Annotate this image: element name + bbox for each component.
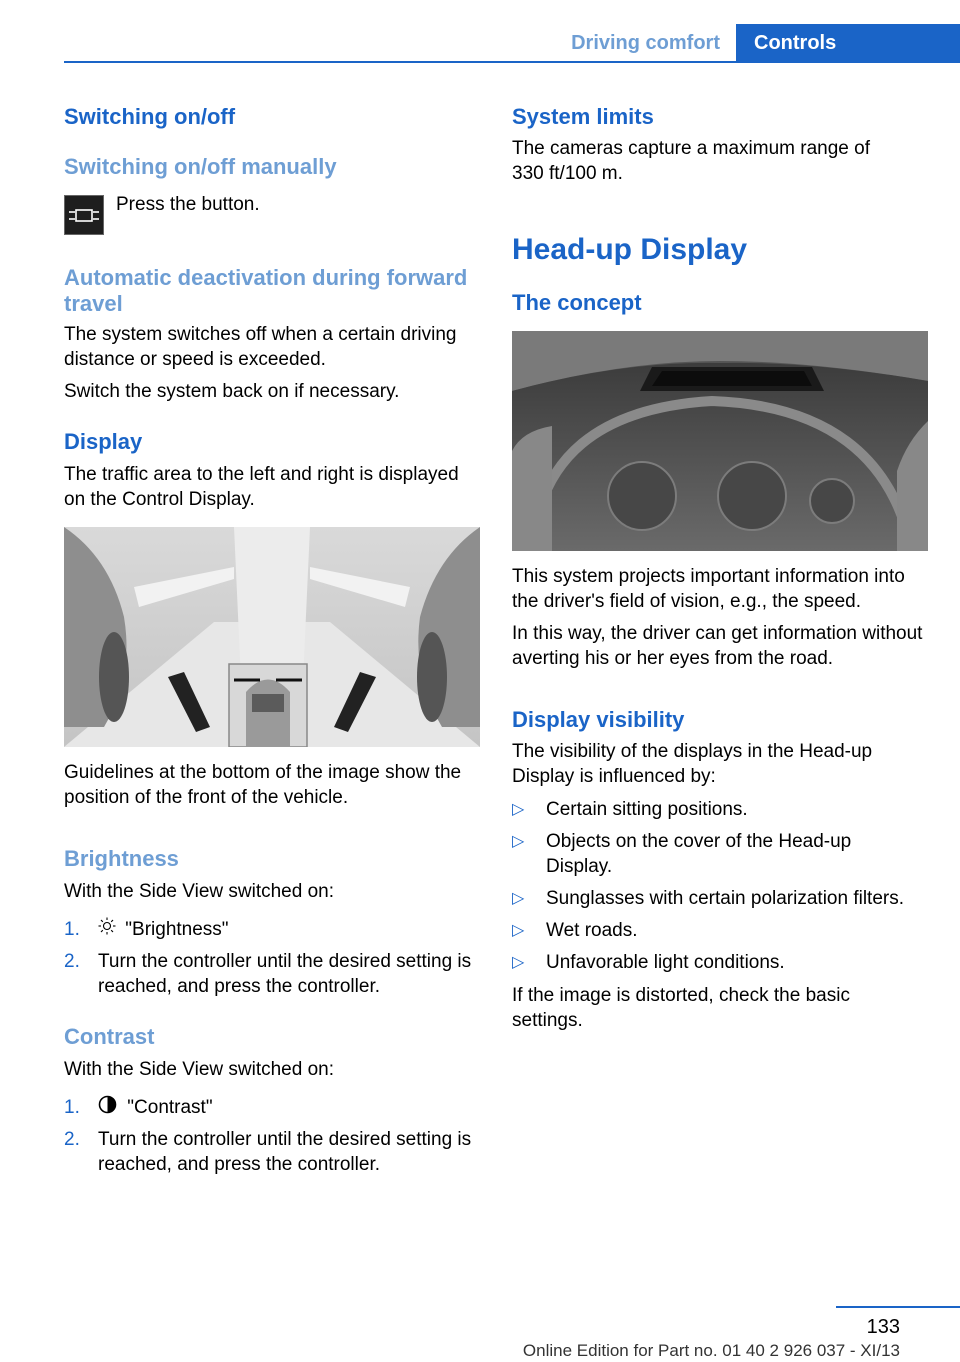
heading-system-limits: System limits: [512, 104, 654, 129]
bullet-item-2: Objects on the cover of the Head-up Display.: [546, 831, 852, 877]
contrast-icon: [98, 1095, 122, 1121]
side-view-illustration: [64, 527, 480, 747]
brightness-step-1: [98, 917, 484, 942]
contrast-step-2-text: Turn the controller until the desired setting is reached, and press the controller.: [98, 1129, 472, 1175]
heading-contrast: Contrast: [64, 1024, 155, 1049]
brightness-step-2-text: Turn the controller until the desired setting is reached, and press the controller.: [98, 951, 472, 997]
bullet-triangle-icon: ▷: [512, 801, 525, 818]
brightness-step-2-number: 2.: [64, 951, 80, 972]
header-chapter-tab: Controls: [736, 24, 960, 62]
heading-head-up-display: Head-up Display: [512, 233, 748, 266]
contrast-step-1: [98, 1095, 484, 1121]
edition-note: Online Edition for Part no. 01 40 2 926 037 - XI/13: [522, 1341, 900, 1360]
heading-display: Display: [64, 429, 143, 454]
side-view-button-icon: [64, 195, 104, 235]
brightness-step-1-text: "Brightness": [125, 919, 229, 940]
bullet-triangle-icon: ▷: [512, 922, 525, 939]
bullet-triangle-icon: ▷: [512, 833, 525, 850]
contrast-intro: With the Side View switched on:: [64, 1059, 335, 1080]
heading-auto-deactivation: Automatic deactivation during forward travel: [64, 265, 468, 316]
closing-text: If the image is distorted, check the basic settings.: [512, 985, 850, 1031]
visibility-intro: The visibility of the displays in the Head-up Display is influenced by:: [512, 741, 873, 787]
bullet-item-3: Sunglasses with certain polarization filters.: [546, 888, 905, 909]
switch-back-text: Switch the system back on if necessary.: [64, 381, 400, 402]
bullet-triangle-icon: ▷: [512, 954, 525, 971]
contrast-step-1-number: 1.: [64, 1097, 80, 1118]
auto-deactivation-text: The system switches off when a certain driving distance or speed is exceeded.: [64, 324, 457, 370]
bullet-item-5: Unfavorable light conditions.: [546, 952, 785, 973]
brightness-step-1-number: 1.: [64, 919, 80, 940]
header-rule: [64, 61, 960, 63]
heading-display-visibility: Display visibility: [512, 707, 685, 732]
press-button-text: Press the button.: [116, 194, 260, 215]
concept-text-1: This system projects important information into the driver's field of vision, e.g., the speed.: [512, 566, 905, 612]
header-section: Driving comfort: [571, 32, 720, 54]
contrast-step-1-text: "Contrast": [127, 1097, 213, 1119]
heading-switching: Switching on/off: [64, 104, 236, 129]
footer-rule: [836, 1306, 960, 1308]
bullet-item-4: Wet roads.: [546, 920, 638, 941]
sun-icon: [98, 917, 120, 942]
display-text: The traffic area to the left and right is displayed on the Control Display.: [64, 464, 459, 510]
system-limits-text: The cameras capture a maximum range of 330 ft/100 m.: [512, 138, 870, 184]
bullet-triangle-icon: ▷: [512, 890, 525, 907]
bullet-item-1: Certain sitting positions.: [546, 799, 748, 820]
heading-switching-manually: Switching on/off manually: [64, 154, 337, 179]
contrast-step-2-number: 2.: [64, 1129, 80, 1150]
heading-brightness: Brightness: [64, 846, 179, 871]
concept-text-2: In this way, the driver can get information without averting his or her eyes from the road.: [512, 623, 923, 669]
heading-the-concept: The concept: [512, 290, 642, 315]
head-up-display-photo: [512, 331, 928, 551]
guidelines-text: Guidelines at the bottom of the image show the position of the front of the vehicle.: [64, 762, 462, 808]
page-number: 133: [866, 1316, 900, 1338]
brightness-intro: With the Side View switched on:: [64, 881, 335, 902]
